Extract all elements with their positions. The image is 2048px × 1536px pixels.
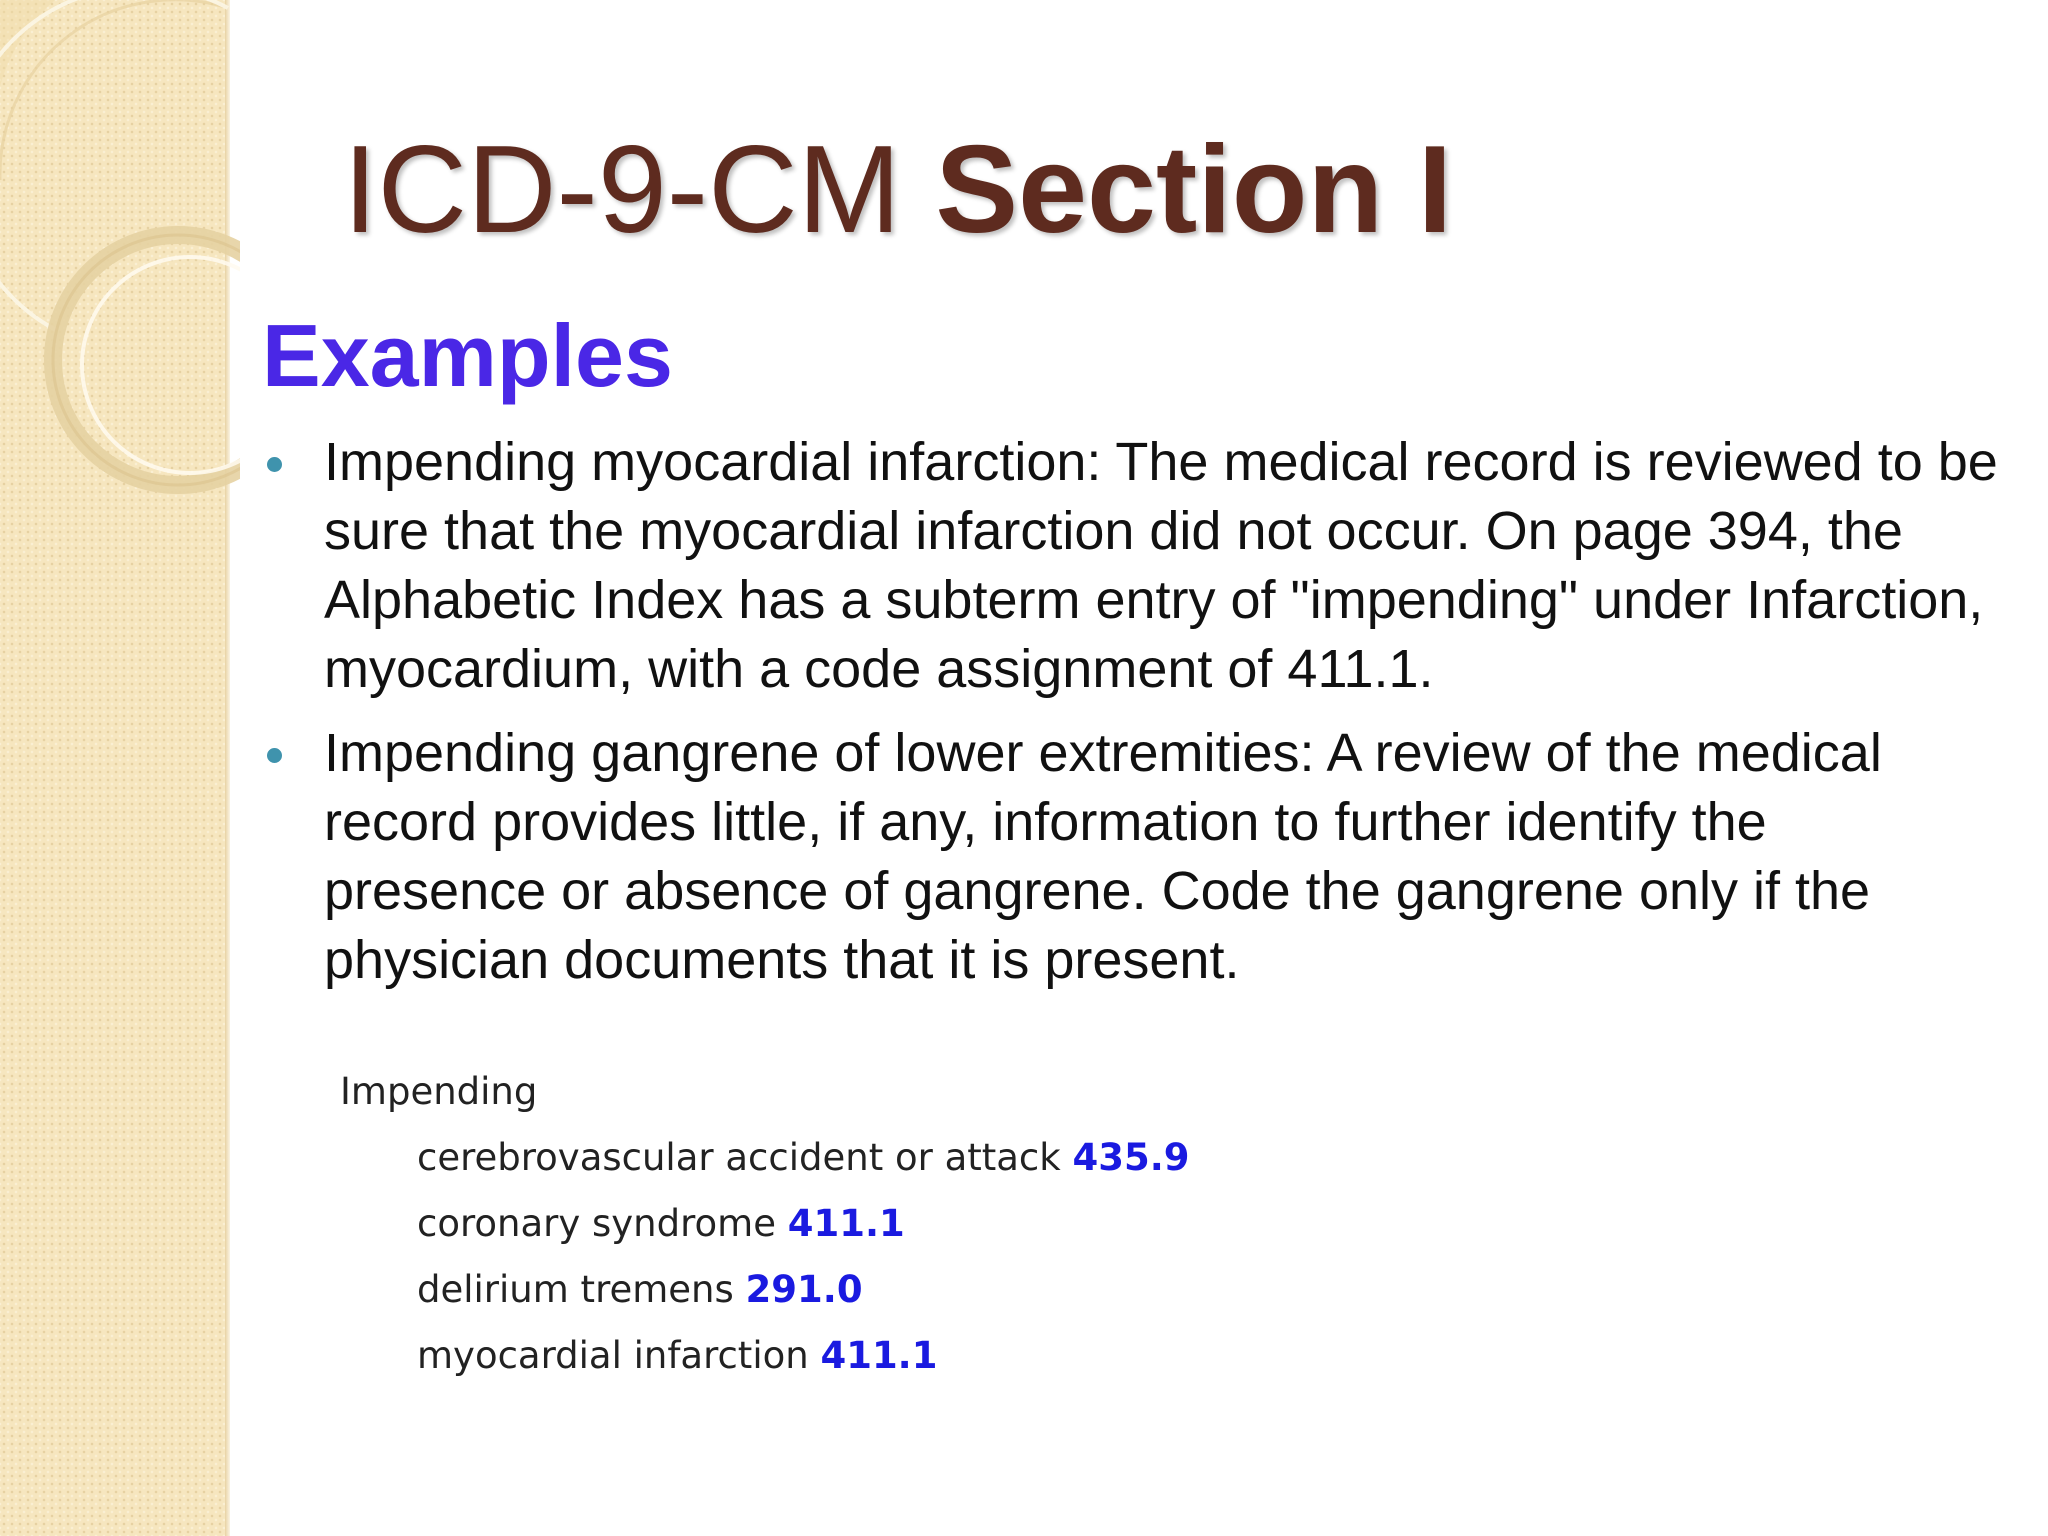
index-term: myocardial infarction <box>417 1334 821 1377</box>
index-entry <box>417 1268 863 1312</box>
page-title <box>343 120 1452 260</box>
index-code: 291.0 <box>745 1268 863 1311</box>
bullet-marker-icon <box>267 748 282 763</box>
bullet-item <box>262 719 2002 995</box>
bullet-item <box>262 428 2002 704</box>
bullet-text: Impending myocardial infarction: The medical record is reviewed to be sure that the myocardial infarction did not occur. On page 394, the Alphabetic Index has a subterm entry of "impending" under Infarction, myocardium, with a code assignment of 411.1. <box>324 432 1998 699</box>
bullet-marker-icon <box>267 457 282 472</box>
title-bold: Section I <box>935 121 1453 259</box>
index-code: 435.9 <box>1072 1136 1190 1179</box>
decorative-rings-icon <box>0 0 240 520</box>
index-term: coronary syndrome <box>417 1202 788 1245</box>
index-entry <box>417 1334 938 1378</box>
section-subtitle: Examples <box>262 306 673 405</box>
index-heading: Impending <box>340 1070 538 1113</box>
index-term: cerebrovascular accident or attack <box>417 1136 1073 1179</box>
title-regular: ICD-9-CM <box>343 121 936 259</box>
index-code: 411.1 <box>787 1202 905 1245</box>
index-entry <box>417 1136 1190 1180</box>
alphabetic-index-excerpt <box>320 1046 1320 1406</box>
index-code: 411.1 <box>820 1334 938 1377</box>
index-term: delirium tremens <box>417 1268 746 1311</box>
index-entry <box>417 1202 905 1246</box>
bullet-list <box>262 428 2002 1010</box>
bullet-text: Impending gangrene of lower extremities: A review of the medical record provides little, if any, information to further identify the presence or absence of gangrene. Code the gangrene only if the physician documents that it is present. <box>324 723 1882 990</box>
